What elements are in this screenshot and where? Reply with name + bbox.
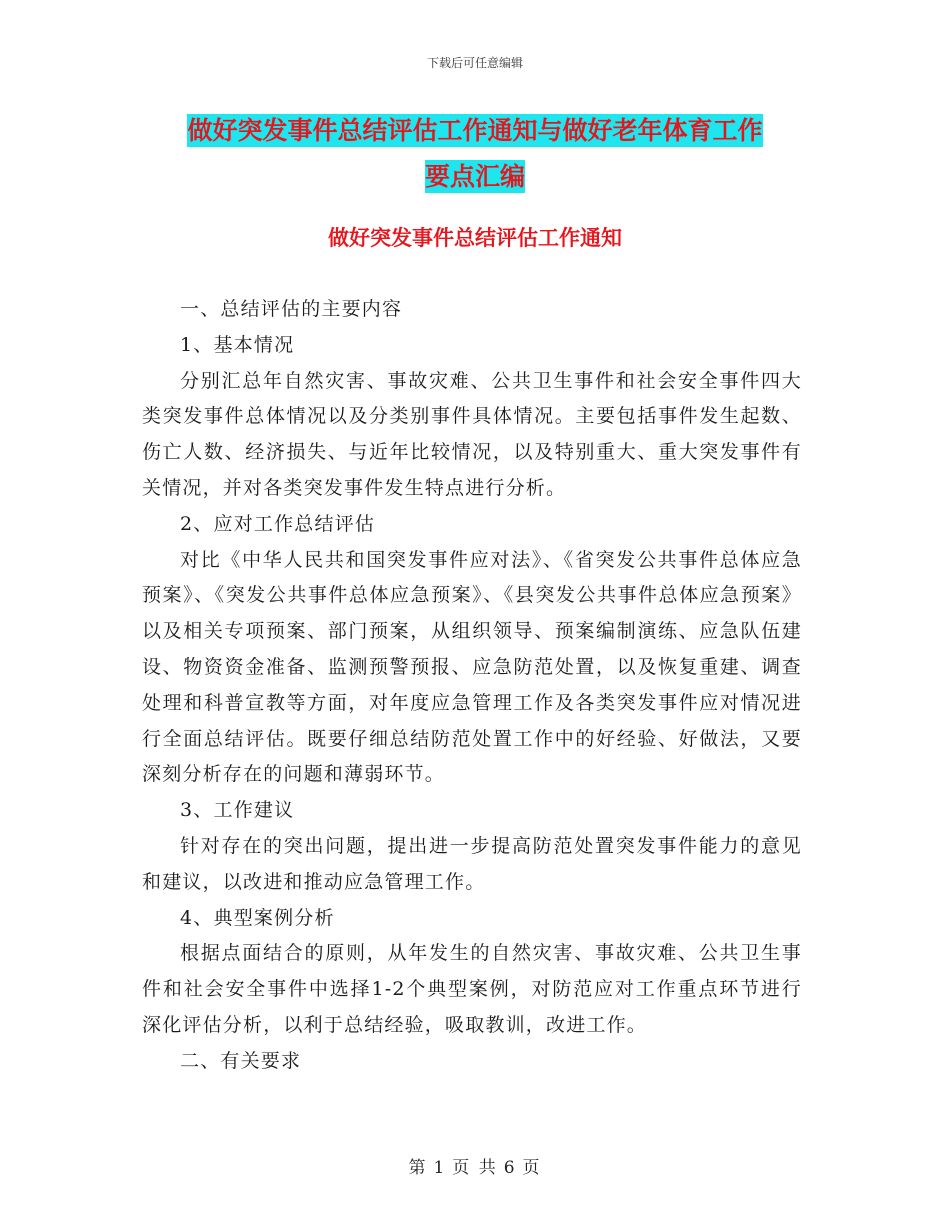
paragraph-case-analysis: 根据点面结合的原则，从年发生的自然灾害、事故灾难、公共卫生事件和社会安全事件中选择1-2个典型案例，对防范应对工作重点环节进行深化评估分析，以利于总结经验，吸取教训，改进工作。 — [142, 942, 802, 1036]
document-title — [140, 108, 810, 200]
header-note: 下载后可任意编辑 — [426, 56, 523, 70]
body-text — [142, 292, 802, 1080]
title-line-1: 做好突发事件总结评估工作通知与做好老年体育工作 — [187, 116, 763, 145]
paragraph-work-suggestions: 针对存在的突出问题，提出进一步提高防范处置突发事件能力的意见和建议，以改进和推动应急管理工作。 — [142, 834, 802, 893]
footer-suffix: 页 — [522, 1158, 542, 1178]
footer-total-pages: 6 — [503, 1158, 517, 1178]
page-footer — [0, 1153, 950, 1178]
heading-requirements: 二、有关要求 — [180, 1049, 302, 1072]
title-line-2: 要点汇编 — [424, 162, 525, 191]
footer-page-number: 1 — [433, 1158, 447, 1178]
paragraph-basic-situation: 分别汇总年自然灾害、事故灾难、公共卫生事件和社会安全事件四大类突发事件总体情况以及分类别事件具体情况。主要包括事件发生起数、伤亡人数、经济损失、与近年比较情况，以及特别重大、重大突发事件有关情况，并对各类突发事件发生特点进行分析。 — [142, 369, 802, 499]
heading-work-suggestions: 3、工作建议 — [180, 799, 295, 822]
paragraph-response-evaluation: 对比《中华人民共和国突发事件应对法》、《省突发公共事件总体应急预案》、《突发公共事件总体应急预案》、《县突发公共事件总体应急预案》以及相关专项预案、部门预案，从组织领导、预案编制演练、应急队伍建设、物资资金准备、监测预警预报、应急防范处置，以及恢复重建、调查处理和科普宣教等方面，对年度应急管理工作及各类突发事件应对情况进行全面总结评估。既要仔细总结防范处置工作中的好经验、好做法，又要深刻分析存在的问题和薄弱环节。 — [142, 548, 802, 786]
footer-prefix: 第 — [408, 1158, 428, 1178]
footer-middle: 页 共 — [452, 1158, 498, 1178]
heading-main-content: 一、总结评估的主要内容 — [180, 298, 403, 320]
heading-response-evaluation: 2、应对工作总结评估 — [180, 512, 376, 535]
section-title: 做好突发事件总结评估工作通知 — [328, 226, 622, 250]
heading-basic-situation: 1、基本情况 — [180, 333, 295, 356]
heading-case-analysis: 4、典型案例分析 — [180, 906, 335, 929]
